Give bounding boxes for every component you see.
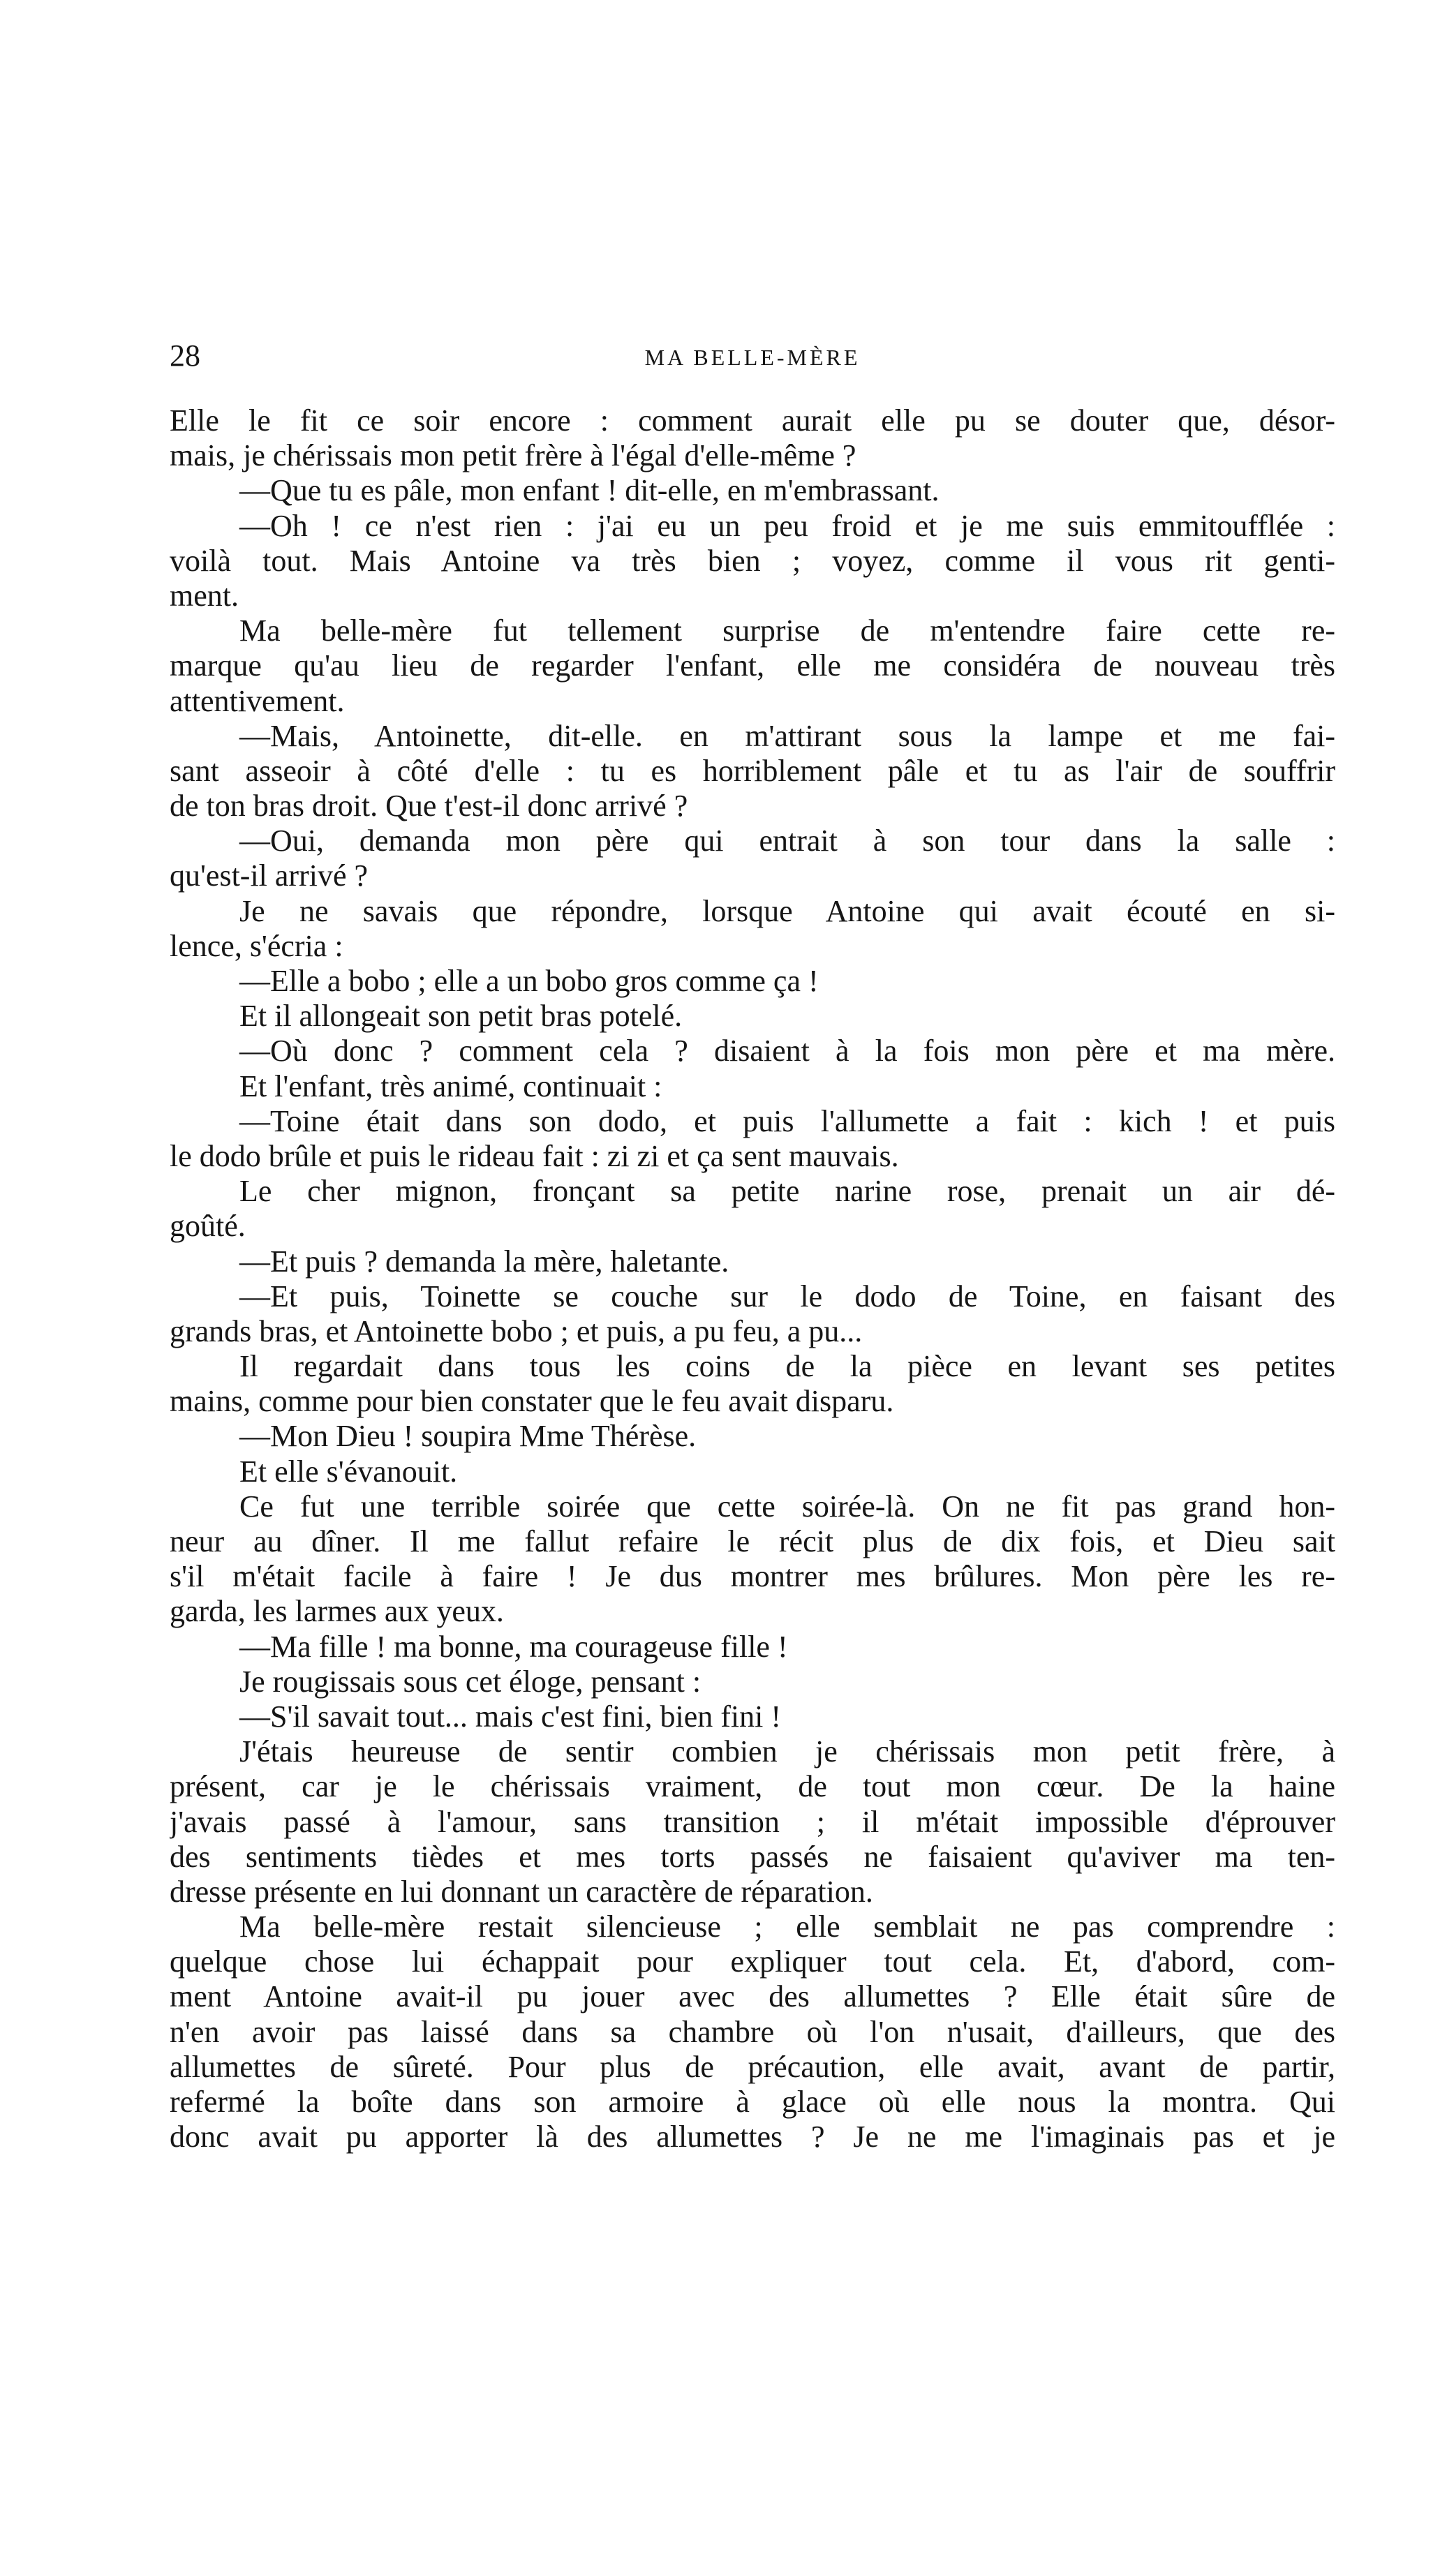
text-line: —Où donc ? comment cela ? disaient à la fois mon père et ma mère. — [239, 1034, 1335, 1069]
page-number: 28 — [170, 338, 200, 373]
text-line: goûté. — [170, 1209, 246, 1244]
text-line: lence, s'écria : — [170, 928, 343, 963]
text-line: Ma belle-mère restait silencieuse ; elle semblait ne pas comprendre : — [239, 1909, 1335, 1944]
text-line: sant asseoir à côté d'elle : tu es horriblement pâle et tu as l'air de souffrir — [170, 753, 1335, 788]
text-line: —Mais, Antoinette, dit-elle. en m'attirant sous la lampe et me fai- — [239, 718, 1335, 753]
text-line: Ma belle-mère fut tellement surprise de m'entendre faire cette re- — [239, 613, 1335, 648]
text-line: —Elle a bobo ; elle a un bobo gros comme ça ! — [239, 964, 819, 998]
text-line: Et elle s'évanouit. — [239, 1454, 458, 1489]
text-line: Il regardait dans tous les coins de la pièce en levant ses petites — [239, 1349, 1335, 1384]
text-line: donc avait pu apporter là des allumettes ? Je ne me l'imaginais pas et je — [170, 2120, 1335, 2154]
text-line: mains, comme pour bien constater que le feu avait disparu. — [170, 1384, 894, 1419]
page-header — [170, 335, 1335, 377]
text-line: Et l'enfant, très animé, continuait : — [239, 1069, 662, 1103]
text-line: —Ma fille ! ma bonne, ma courageuse fille ! — [239, 1629, 788, 1664]
text-line: des sentiments tièdes et mes torts passés ne faisaient qu'aviver ma ten- — [170, 1839, 1335, 1874]
text-line: refermé la boîte dans son armoire à glace où elle nous la montra. Qui — [170, 2085, 1335, 2119]
text-line: de ton bras droit. Que t'est-il donc arrivé ? — [170, 789, 688, 824]
text-line: grands bras, et Antoinette bobo ; et puis, a pu feu, a pu... — [170, 1313, 863, 1348]
text-line: s'il m'était facile à faire ! Je dus montrer mes brûlures. Mon père les re- — [170, 1559, 1335, 1594]
text-line: attentivement. — [170, 683, 345, 718]
text-line: j'avais passé à l'amour, sans transition ; il m'était impossible d'éprouver — [170, 1804, 1335, 1839]
text-line: n'en avoir pas laissé dans sa chambre où l'on n'usait, d'ailleurs, que des — [170, 2014, 1335, 2049]
text-line: ment. — [170, 578, 239, 613]
body-text — [170, 403, 1335, 2154]
text-line: —Toine était dans son dodo, et puis l'allumette a fait : kich ! et puis — [239, 1103, 1335, 1138]
text-line: marque qu'au lieu de regarder l'enfant, elle me considéra de nouveau très — [170, 648, 1335, 683]
text-line: dresse présente en lui donnant un caractère de réparation. — [170, 1874, 873, 1909]
text-line: présent, car je le chérissais vraiment, de tout mon cœur. De la haine — [170, 1769, 1335, 1804]
text-line: Et il allongeait son petit bras potelé. — [239, 999, 683, 1034]
text-line: mais, je chérissais mon petit frère à l'égal d'elle-même ? — [170, 438, 856, 473]
text-line: Le cher mignon, fronçant sa petite narine rose, prenait un air dé- — [239, 1174, 1335, 1209]
running-title: MA BELLE-MÈRE — [644, 345, 861, 370]
text-line: —S'il savait tout... mais c'est fini, bien fini ! — [239, 1699, 781, 1734]
text-line: —Et puis, Toinette se couche sur le dodo de Toine, en faisant des — [239, 1279, 1335, 1313]
text-line: Je rougissais sous cet éloge, pensant : — [239, 1664, 702, 1699]
text-line: —Et puis ? demanda la mère, haletante. — [239, 1244, 729, 1279]
text-line: —Oui, demanda mon père qui entrait à son tour dans la salle : — [239, 824, 1335, 858]
text-line: voilà tout. Mais Antoine va très bien ; voyez, comme il vous rit genti- — [170, 543, 1335, 578]
text-line: qu'est-il arrivé ? — [170, 858, 369, 893]
text-line: Ce fut une terrible soirée que cette soirée-là. On ne fit pas grand hon- — [239, 1489, 1335, 1524]
text-line: ment Antoine avait-il pu jouer avec des allumettes ? Elle était sûre de — [170, 1979, 1335, 2014]
text-line: quelque chose lui échappait pour expliquer tout cela. Et, d'abord, com- — [170, 1944, 1335, 1979]
text-line: J'étais heureuse de sentir combien je chérissais mon petit frère, à — [239, 1734, 1335, 1769]
text-line: —Oh ! ce n'est rien : j'ai eu un peu froid et je me suis emmitoufflée : — [239, 508, 1335, 543]
text-line: allumettes de sûreté. Pour plus de précaution, elle avait, avant de partir, — [170, 2049, 1335, 2084]
text-line: le dodo brûle et puis le rideau fait : zi zi et ça sent mauvais. — [170, 1138, 899, 1173]
text-line: Je ne savais que répondre, lorsque Antoine qui avait écouté en si- — [239, 893, 1335, 928]
text-line: neur au dîner. Il me fallut refaire le récit plus de dix fois, et Dieu sait — [170, 1524, 1335, 1558]
text-line: —Mon Dieu ! soupira Mme Thérèse. — [239, 1419, 697, 1454]
text-line: —Que tu es pâle, mon enfant ! dit-elle, en m'embrassant. — [239, 473, 940, 508]
text-line: Elle le fit ce soir encore : comment aurait elle pu se douter que, désor- — [170, 403, 1335, 438]
text-line: garda, les larmes aux yeux. — [170, 1594, 504, 1629]
